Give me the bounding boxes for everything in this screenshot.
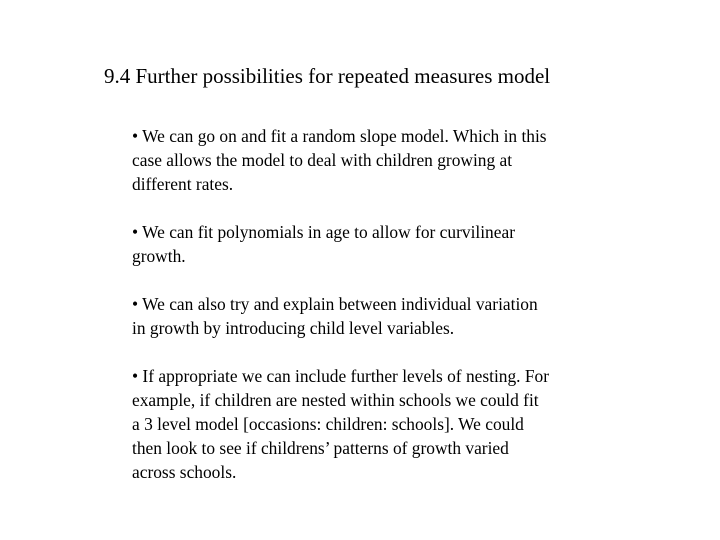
bullet-line: different rates. [132, 174, 234, 194]
bullet-line: • If appropriate we can include further levels of nesting. For [132, 366, 550, 386]
bullet-line: growth. [132, 246, 186, 266]
bullet-random-slope [132, 124, 632, 196]
bullet-line: a 3 level model [occasions: children: schools]. We could [132, 414, 524, 434]
bullet-line: • We can also try and explain between individual variation [132, 294, 538, 314]
bullet-line: case allows the model to deal with children growing at [132, 150, 513, 170]
bullet-line: then look to see if childrens’ patterns of growth varied [132, 438, 509, 458]
bullet-line: • We can go on and fit a random slope model. Which in this [132, 126, 547, 146]
bullet-line: in growth by introducing child level variables. [132, 318, 455, 338]
bullet-child-level-variables [132, 292, 632, 340]
bullet-line: • We can fit polynomials in age to allow for curvilinear [132, 222, 515, 242]
bullet-line: example, if children are nested within schools we could fit [132, 390, 539, 410]
bullet-line: across schools. [132, 462, 237, 482]
bullet-polynomials [132, 220, 632, 268]
slide-title: 9.4 Further possibilities for repeated measures model [104, 64, 551, 88]
bullet-further-nesting [132, 364, 632, 484]
